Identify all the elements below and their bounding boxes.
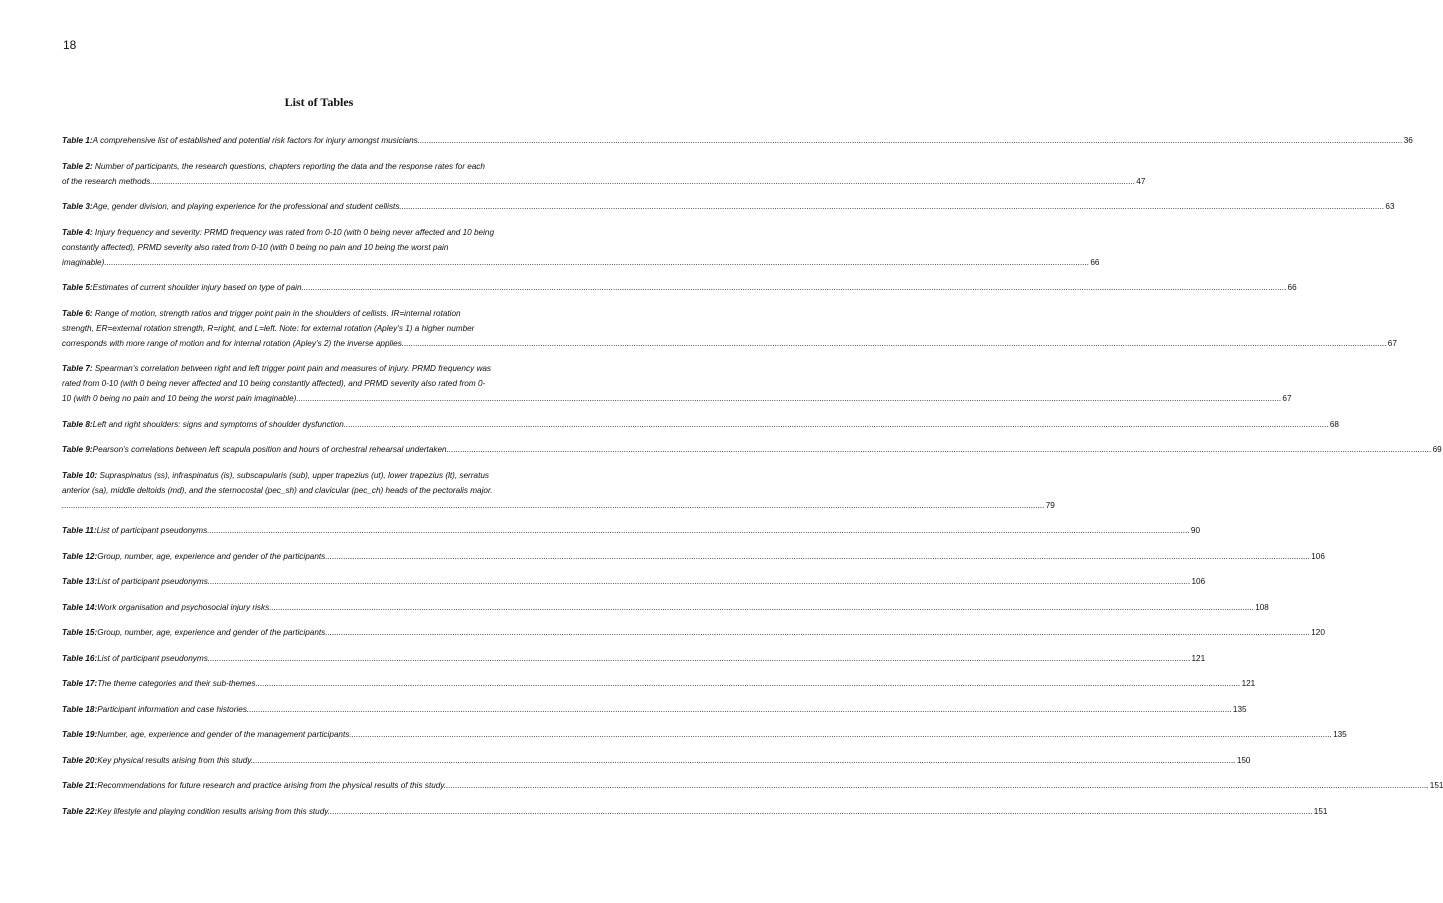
toc-entry[interactable]	[62, 804, 1328, 819]
toc-entry-line	[62, 702, 1247, 717]
page-ref: 67	[1282, 394, 1292, 403]
page-ref: 63	[1385, 202, 1395, 211]
dot-leader	[349, 727, 1332, 742]
toc-entry[interactable]	[62, 306, 1397, 351]
table-label: Table 18:	[62, 704, 98, 714]
toc-entry[interactable]	[62, 280, 1297, 295]
table-caption: Group, number, age, experience and gender of the participants.	[97, 628, 328, 637]
toc-entry-line	[62, 549, 1325, 564]
dot-leader	[253, 753, 1236, 768]
toc-entry[interactable]	[62, 159, 1146, 189]
table-caption: Supraspinatus (ss), infraspinatus (is), subscapularis (sub), upper trapezius (ut), lower trapezius (lt), serratus	[97, 470, 489, 480]
page-ref: 151	[1429, 781, 1443, 790]
dot-leader	[330, 804, 1313, 819]
toc-entry-line	[62, 391, 1292, 406]
dot-leader	[449, 442, 1432, 457]
toc-entry[interactable]	[62, 549, 1325, 564]
table-caption: anterior (sa), middle deltoids (md), and the sternocostal (pec_sh) and clavicular (pec_ch) heads of the pectoralis major.	[62, 485, 493, 495]
table-label: Table 12:	[62, 551, 98, 561]
table-label: Table 13:	[62, 577, 98, 586]
toc-entry[interactable]	[62, 361, 1292, 406]
table-caption: The theme categories and their sub-themes.	[97, 679, 258, 688]
toc-entry[interactable]	[62, 574, 1206, 589]
table-caption: Injury frequency and severity: PRMD frequency was rated from 0-10 (with 0 being never affected and 10 being	[92, 227, 495, 237]
table-label: Table 19:	[62, 730, 98, 739]
page-ref: 120	[1311, 628, 1325, 637]
toc-entry[interactable]	[62, 676, 1256, 691]
page-ref: 79	[1045, 500, 1055, 510]
table-label: Table 6:	[62, 308, 93, 318]
toc-entry-line	[62, 625, 1325, 640]
table-caption: Participant information and case histories.	[97, 704, 250, 714]
table-label: Table 15:	[62, 628, 98, 637]
toc-entry-line	[62, 255, 1100, 270]
toc-entry-line	[62, 468, 575, 483]
toc-entry-line	[62, 600, 1269, 615]
table-caption: imaginable).	[62, 257, 107, 267]
table-caption: Recommendations for future research and practice arising from the physical results of this study.	[97, 781, 447, 790]
table-caption: List of participant pseudonyms	[97, 653, 208, 663]
toc-entry[interactable]	[62, 753, 1251, 768]
toc-entry-line	[62, 240, 575, 255]
page-ref: 151	[1313, 806, 1328, 816]
table-caption: corresponds with more range of motion and for internal rotation (Apley’s 2) the inverse applies.	[62, 338, 405, 348]
toc-entry[interactable]	[62, 600, 1269, 615]
toc-entry[interactable]	[62, 727, 1347, 742]
toc-entry[interactable]	[62, 702, 1247, 717]
table-caption: List of participant pseudonyms	[96, 526, 208, 535]
toc-entry-line	[62, 199, 1395, 214]
toc-entry-line	[62, 651, 1206, 666]
dot-leader	[299, 391, 1282, 406]
toc-entry-line	[62, 321, 575, 336]
toc-entry-line	[62, 574, 1206, 589]
table-label: Table 9:	[62, 445, 93, 454]
table-label: Table 7:	[62, 364, 93, 373]
table-caption: Group, number, age, experience and gender of the participants.	[97, 551, 328, 561]
dot-leader	[258, 676, 1241, 691]
table-caption: strength, ER=external rotation strength, R=right, and L=left. Note: for external rotation (Apley’s 1) a higher number	[62, 323, 475, 333]
page-ref: 90	[1190, 526, 1200, 535]
table-caption: rated from 0-10 (with 0 being never affected and 10 being constantly affected), and PRMD severity also rated from 0-	[62, 379, 486, 388]
toc-entry[interactable]	[62, 442, 1442, 457]
table-caption: Number of participants, the research questions, chapters reporting the data and the response rates for each	[92, 161, 485, 171]
table-caption: Pearson’s correlations between left scapula position and hours of orchestral rehearsal undertaken.	[92, 445, 449, 454]
toc-entry-line	[62, 676, 1256, 691]
table-label: Table 21:	[62, 781, 98, 790]
dot-leader	[62, 498, 1045, 513]
table-label: Table 14:	[62, 602, 98, 612]
dot-leader	[208, 574, 1191, 589]
toc-entry[interactable]	[62, 199, 1395, 214]
page-ref: 135	[1232, 704, 1247, 714]
toc-entry-line	[62, 280, 1297, 295]
table-caption: Estimates of current shoulder injury based on type of pain.	[92, 283, 304, 292]
page-ref: 36	[1403, 136, 1413, 145]
table-caption: Spearman’s correlation between right and left trigger point pain and measures of injury. PRMD frequency was	[92, 364, 492, 373]
table-caption: Number, age, experience and gender of the management participants	[97, 730, 350, 739]
toc-entry-line	[62, 442, 1442, 457]
dot-leader	[404, 336, 1387, 351]
page-ref: 66	[1287, 283, 1297, 292]
dot-leader	[328, 625, 1311, 640]
toc-entry-line	[62, 778, 1443, 793]
toc-entry[interactable]	[62, 523, 1200, 538]
table-caption: Work organisation and psychosocial injury risks.	[97, 602, 272, 612]
list-of-tables	[62, 133, 1443, 829]
toc-entry-line	[62, 361, 575, 376]
table-label: Table 17:	[62, 679, 98, 688]
toc-entry-line	[62, 306, 575, 321]
table-caption: 10 (with 0 being no pain and 10 being the worst pain imaginable).	[62, 394, 299, 403]
toc-entry-line	[62, 804, 1328, 819]
toc-entry-line	[62, 133, 1413, 148]
toc-entry-line	[62, 376, 575, 391]
dot-leader	[208, 651, 1191, 666]
dot-leader	[346, 417, 1329, 432]
toc-entry[interactable]	[62, 133, 1413, 148]
dot-leader	[207, 523, 1190, 538]
table-caption: Range of motion, strength ratios and trigger point pain in the shoulders of cellists. IR=internal rotation	[92, 308, 461, 318]
page-ref: 69	[1432, 445, 1442, 454]
toc-entry-line	[62, 753, 1251, 768]
table-caption: of the research methods.	[62, 176, 153, 186]
page-ref: 135	[1333, 730, 1347, 739]
page-ref: 47	[1136, 176, 1146, 186]
table-label: Table 1:	[62, 136, 93, 145]
page-title: List of Tables	[284, 95, 354, 109]
page-ref: 106	[1191, 577, 1206, 586]
table-caption: constantly affected), PRMD severity also rated from 0-10 (with 0 being no pain and 10 being the worst pain	[62, 242, 449, 252]
dot-leader	[328, 549, 1311, 564]
table-label: Table 20:	[62, 755, 98, 765]
page-ref: 68	[1329, 419, 1339, 429]
table-label: Table 22:	[62, 806, 98, 816]
toc-entry-line	[62, 174, 1146, 189]
toc-entry-line	[62, 523, 1200, 538]
table-label: Table 5:	[62, 283, 93, 292]
table-caption: Key lifestyle and playing condition results arising from this study.	[97, 806, 331, 816]
dot-leader	[446, 778, 1429, 793]
table-label: Table 8:	[62, 419, 93, 429]
dot-leader	[249, 702, 1232, 717]
toc-entry[interactable]	[62, 417, 1339, 432]
toc-entry[interactable]	[62, 225, 1100, 270]
table-label: Table 3:	[62, 202, 93, 211]
toc-entry-line	[62, 727, 1347, 742]
toc-entry[interactable]	[62, 468, 1055, 513]
table-caption: Left and right shoulders: signs and symptoms of shoulder dysfunction.	[92, 419, 347, 429]
toc-entry-line	[62, 159, 575, 174]
table-caption: Key physical results arising from this study.	[97, 755, 254, 765]
toc-entry-line	[62, 417, 1339, 432]
toc-entry-line	[62, 336, 1397, 351]
table-label: Table 10:	[62, 470, 98, 480]
page-number: 18	[63, 38, 77, 52]
dot-leader	[153, 174, 1136, 189]
page-ref: 67	[1387, 338, 1397, 348]
table-caption: A comprehensive list of established and potential risk factors for injury amongst musicians.	[92, 136, 420, 145]
page-ref: 150	[1236, 755, 1251, 765]
dot-leader	[272, 600, 1255, 615]
page-ref: 66	[1090, 257, 1100, 267]
dot-leader	[420, 133, 1403, 148]
page-ref: 121	[1191, 653, 1206, 663]
toc-entry-line	[62, 483, 575, 498]
page-ref: 121	[1241, 679, 1256, 688]
toc-entry[interactable]	[62, 625, 1325, 640]
page-ref: 106	[1311, 551, 1325, 561]
toc-entry[interactable]	[62, 651, 1206, 666]
table-label: Table 2:	[62, 161, 93, 171]
toc-entry-line	[62, 498, 1055, 513]
dot-leader	[402, 199, 1385, 214]
table-label: Table 4:	[62, 227, 93, 237]
page-ref: 108	[1255, 602, 1269, 612]
toc-entry[interactable]	[62, 778, 1443, 793]
table-caption: List of participant pseudonyms	[97, 577, 208, 586]
dot-leader	[107, 255, 1090, 270]
toc-entry-line	[62, 225, 575, 240]
table-caption: Age, gender division, and playing experience for the professional and student cellists.	[92, 202, 402, 211]
table-label: Table 16:	[62, 653, 98, 663]
table-label: Table 11:	[62, 526, 97, 535]
dot-leader	[304, 280, 1287, 295]
